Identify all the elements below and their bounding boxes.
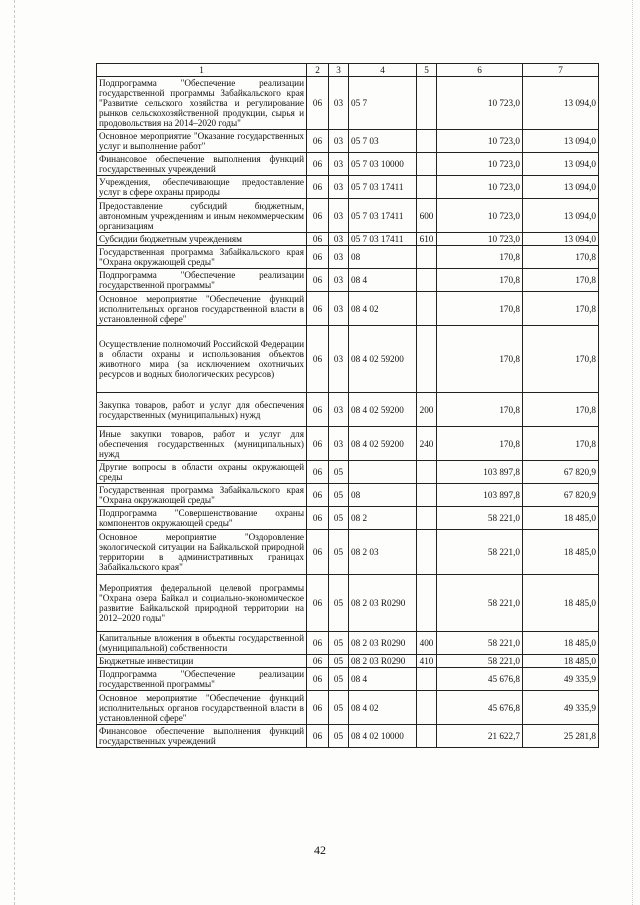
amount-col-7: 13 094,0 xyxy=(523,153,599,176)
section-code: 06 xyxy=(307,77,329,130)
row-name: Подпрограмма "Совершенствование охраны компонентов окружающей среды" xyxy=(97,507,307,530)
table-row xyxy=(97,246,599,269)
table-row xyxy=(97,269,599,292)
binding-margin-line xyxy=(14,0,15,905)
row-name: Основное мероприятие "Оказание государственных услуг и выполнение работ" xyxy=(97,130,307,153)
section-code: 06 xyxy=(307,269,329,292)
amount-col-7: 49 335,9 xyxy=(523,668,599,691)
expense-type-code: 410 xyxy=(417,655,437,668)
amount-col-6: 58 221,0 xyxy=(437,632,523,655)
expense-type-code xyxy=(417,575,437,632)
table-row xyxy=(97,575,599,632)
amount-col-6: 10 723,0 xyxy=(437,176,523,199)
expense-type-code xyxy=(417,530,437,575)
target-article-code: 08 2 03 R0290 xyxy=(349,655,417,668)
section-code: 06 xyxy=(307,292,329,326)
expense-type-code xyxy=(417,153,437,176)
subsection-code: 03 xyxy=(329,326,349,393)
amount-col-7: 170,8 xyxy=(523,292,599,326)
expense-type-code xyxy=(417,725,437,748)
subsection-code: 05 xyxy=(329,484,349,507)
section-code: 06 xyxy=(307,326,329,393)
expense-type-code: 600 xyxy=(417,199,437,233)
expense-type-code xyxy=(417,269,437,292)
target-article-code: 05 7 03 xyxy=(349,130,417,153)
amount-col-6: 58 221,0 xyxy=(437,507,523,530)
table-row xyxy=(97,326,599,393)
table-row xyxy=(97,655,599,668)
target-article-code: 08 2 xyxy=(349,507,417,530)
row-name: Предоставление субсидий бюджетным, автономным учреждениям и иным некоммерческим организациям xyxy=(97,199,307,233)
amount-col-7: 13 094,0 xyxy=(523,233,599,246)
expense-type-code: 400 xyxy=(417,632,437,655)
subsection-code: 05 xyxy=(329,668,349,691)
subsection-code: 05 xyxy=(329,632,349,655)
page-number: 42 xyxy=(314,843,326,857)
subsection-code: 03 xyxy=(329,246,349,269)
row-name: Капитальные вложения в объекты государственной (муниципальной) собственности xyxy=(97,632,307,655)
subsection-code: 03 xyxy=(329,77,349,130)
expense-type-code xyxy=(417,507,437,530)
section-code: 06 xyxy=(307,153,329,176)
subsection-code: 03 xyxy=(329,130,349,153)
amount-col-6: 45 676,8 xyxy=(437,691,523,725)
section-code: 06 xyxy=(307,130,329,153)
amount-col-6: 10 723,0 xyxy=(437,77,523,130)
row-name: Основное мероприятие "Обеспечение функций исполнительных органов государственной власти в установленной сфере" xyxy=(97,691,307,725)
row-name: Финансовое обеспечение выполнения функций государственных учреждений xyxy=(97,725,307,748)
header-cell-4: 4 xyxy=(349,64,417,77)
section-code: 06 xyxy=(307,668,329,691)
page-edge-line xyxy=(632,0,633,905)
header-cell-1: 1 xyxy=(97,64,307,77)
amount-col-6: 10 723,0 xyxy=(437,153,523,176)
amount-col-6: 103 897,8 xyxy=(437,484,523,507)
amount-col-7: 170,8 xyxy=(523,326,599,393)
row-name: Финансовое обеспечение выполнения функций государственных учреждений xyxy=(97,153,307,176)
expense-type-code xyxy=(417,461,437,484)
row-name: Иные закупки товаров, работ и услуг для обеспечения государственных (муниципальных) нужд xyxy=(97,427,307,461)
target-article-code: 08 4 02 59200 xyxy=(349,326,417,393)
subsection-code: 03 xyxy=(329,153,349,176)
header-cell-2: 2 xyxy=(307,64,329,77)
subsection-code: 03 xyxy=(329,393,349,427)
amount-col-6: 10 723,0 xyxy=(437,233,523,246)
amount-col-6: 10 723,0 xyxy=(437,199,523,233)
section-code: 06 xyxy=(307,461,329,484)
subsection-code: 05 xyxy=(329,655,349,668)
amount-col-7: 18 485,0 xyxy=(523,655,599,668)
amount-col-7: 13 094,0 xyxy=(523,199,599,233)
row-name: Подпрограмма "Обеспечение реализации государственной программы" xyxy=(97,269,307,292)
table-row xyxy=(97,153,599,176)
amount-col-7: 18 485,0 xyxy=(523,507,599,530)
table-row xyxy=(97,668,599,691)
table-row xyxy=(97,393,599,427)
amount-col-6: 21 622,7 xyxy=(437,725,523,748)
amount-col-6: 170,8 xyxy=(437,246,523,269)
amount-col-7: 13 094,0 xyxy=(523,77,599,130)
table-row xyxy=(97,130,599,153)
expense-type-code xyxy=(417,484,437,507)
expense-type-code xyxy=(417,691,437,725)
amount-col-6: 170,8 xyxy=(437,427,523,461)
expense-type-code xyxy=(417,77,437,130)
expense-type-code xyxy=(417,668,437,691)
amount-col-7: 170,8 xyxy=(523,269,599,292)
header-cell-6: 6 xyxy=(437,64,523,77)
section-code: 06 xyxy=(307,393,329,427)
target-article-code: 08 2 03 xyxy=(349,530,417,575)
subsection-code: 03 xyxy=(329,292,349,326)
target-article-code: 05 7 03 10000 xyxy=(349,153,417,176)
section-code: 06 xyxy=(307,575,329,632)
budget-table xyxy=(96,63,599,748)
expense-type-code xyxy=(417,326,437,393)
amount-col-6: 58 221,0 xyxy=(437,530,523,575)
amount-col-7: 67 820,9 xyxy=(523,484,599,507)
row-name: Субсидии бюджетным учреждениям xyxy=(97,233,307,246)
target-article-code: 05 7 xyxy=(349,77,417,130)
target-article-code: 08 2 03 R0290 xyxy=(349,575,417,632)
section-code: 06 xyxy=(307,725,329,748)
target-article-code: 08 4 02 59200 xyxy=(349,393,417,427)
table-row xyxy=(97,632,599,655)
amount-col-7: 170,8 xyxy=(523,427,599,461)
row-name: Мероприятия федеральной целевой программы "Охрана озера Байкал и социально-экономическое развитие Байкальской природной территории на 2012–2020 годы" xyxy=(97,575,307,632)
row-name: Подпрограмма "Обеспечение реализации государственной программы" xyxy=(97,668,307,691)
header-cell-3: 3 xyxy=(329,64,349,77)
amount-col-7: 13 094,0 xyxy=(523,130,599,153)
expense-type-code: 610 xyxy=(417,233,437,246)
amount-col-7: 49 335,9 xyxy=(523,691,599,725)
table-row xyxy=(97,199,599,233)
row-name: Бюджетные инвестиции xyxy=(97,655,307,668)
amount-col-6: 58 221,0 xyxy=(437,575,523,632)
table-row xyxy=(97,484,599,507)
section-code: 06 xyxy=(307,427,329,461)
table-row xyxy=(97,77,599,130)
target-article-code: 08 4 02 xyxy=(349,292,417,326)
table-row xyxy=(97,691,599,725)
table-row xyxy=(97,233,599,246)
amount-col-7: 25 281,8 xyxy=(523,725,599,748)
subsection-code: 05 xyxy=(329,575,349,632)
section-code: 06 xyxy=(307,632,329,655)
expense-type-code: 240 xyxy=(417,427,437,461)
table-row xyxy=(97,725,599,748)
expense-type-code xyxy=(417,130,437,153)
amount-col-6: 58 221,0 xyxy=(437,655,523,668)
header-cell-7: 7 xyxy=(523,64,599,77)
table-row xyxy=(97,461,599,484)
amount-col-7: 13 094,0 xyxy=(523,176,599,199)
amount-col-7: 18 485,0 xyxy=(523,530,599,575)
budget-table-body xyxy=(97,64,599,748)
target-article-code: 05 7 03 17411 xyxy=(349,233,417,246)
subsection-code: 03 xyxy=(329,199,349,233)
target-article-code: 08 xyxy=(349,246,417,269)
amount-col-6: 170,8 xyxy=(437,269,523,292)
amount-col-6: 170,8 xyxy=(437,393,523,427)
amount-col-6: 103 897,8 xyxy=(437,461,523,484)
target-article-code: 08 4 02 10000 xyxy=(349,725,417,748)
section-code: 06 xyxy=(307,655,329,668)
section-code: 06 xyxy=(307,233,329,246)
amount-col-7: 67 820,9 xyxy=(523,461,599,484)
amount-col-7: 18 485,0 xyxy=(523,632,599,655)
row-name: Основное мероприятие "Обеспечение функций исполнительных органов государственной власти в установленной сфере" xyxy=(97,292,307,326)
expense-type-code xyxy=(417,176,437,199)
section-code: 06 xyxy=(307,507,329,530)
section-code: 06 xyxy=(307,530,329,575)
subsection-code: 03 xyxy=(329,269,349,292)
section-code: 06 xyxy=(307,176,329,199)
section-code: 06 xyxy=(307,691,329,725)
target-article-code: 08 4 xyxy=(349,668,417,691)
target-article-code: 05 7 03 17411 xyxy=(349,199,417,233)
section-code: 06 xyxy=(307,199,329,233)
column-number-row xyxy=(97,64,599,77)
expense-type-code xyxy=(417,292,437,326)
subsection-code: 05 xyxy=(329,507,349,530)
target-article-code xyxy=(349,461,417,484)
subsection-code: 03 xyxy=(329,233,349,246)
row-name: Другие вопросы в области охраны окружающей среды xyxy=(97,461,307,484)
subsection-code: 03 xyxy=(329,176,349,199)
target-article-code: 08 4 02 xyxy=(349,691,417,725)
target-article-code: 05 7 03 17411 xyxy=(349,176,417,199)
target-article-code: 08 4 02 59200 xyxy=(349,427,417,461)
row-name: Основное мероприятие "Оздоровление экологической ситуации на Байкальской природной территории в административных границах Забайкальского края" xyxy=(97,530,307,575)
subsection-code: 05 xyxy=(329,461,349,484)
table-row xyxy=(97,530,599,575)
table-row xyxy=(97,292,599,326)
row-name: Государственная программа Забайкальского края "Охрана окружающей среды" xyxy=(97,246,307,269)
section-code: 06 xyxy=(307,484,329,507)
row-name: Учреждения, обеспечивающие предоставление услуг в сфере охраны природы xyxy=(97,176,307,199)
subsection-code: 05 xyxy=(329,691,349,725)
target-article-code: 08 2 03 R0290 xyxy=(349,632,417,655)
amount-col-6: 170,8 xyxy=(437,326,523,393)
amount-col-6: 45 676,8 xyxy=(437,668,523,691)
target-article-code: 08 4 xyxy=(349,269,417,292)
row-name: Закупка товаров, работ и услуг для обеспечения государственных (муниципальных) нужд xyxy=(97,393,307,427)
subsection-code: 05 xyxy=(329,530,349,575)
amount-col-7: 18 485,0 xyxy=(523,575,599,632)
expense-type-code: 200 xyxy=(417,393,437,427)
amount-col-6: 170,8 xyxy=(437,292,523,326)
table-row xyxy=(97,427,599,461)
subsection-code: 03 xyxy=(329,427,349,461)
amount-col-7: 170,8 xyxy=(523,246,599,269)
header-cell-5: 5 xyxy=(417,64,437,77)
subsection-code: 05 xyxy=(329,725,349,748)
table-row xyxy=(97,176,599,199)
amount-col-7: 170,8 xyxy=(523,393,599,427)
target-article-code: 08 xyxy=(349,484,417,507)
row-name: Подпрограмма "Обеспечение реализации государственной программы Забайкальского края "Развитие сельского хозяйства и регулирование рынков сельскохозяйственной продукции, сырья и продовольствия на 2014–2020 годы" xyxy=(97,77,307,130)
table-row xyxy=(97,507,599,530)
row-name: Осуществление полномочий Российской Федерации в области охраны и использования объектов животного мира (за исключением охотничьих ресурсов и водных биологических ресурсов) xyxy=(97,326,307,393)
section-code: 06 xyxy=(307,246,329,269)
amount-col-6: 10 723,0 xyxy=(437,130,523,153)
expense-type-code xyxy=(417,246,437,269)
row-name: Государственная программа Забайкальского края "Охрана окружающей среды" xyxy=(97,484,307,507)
